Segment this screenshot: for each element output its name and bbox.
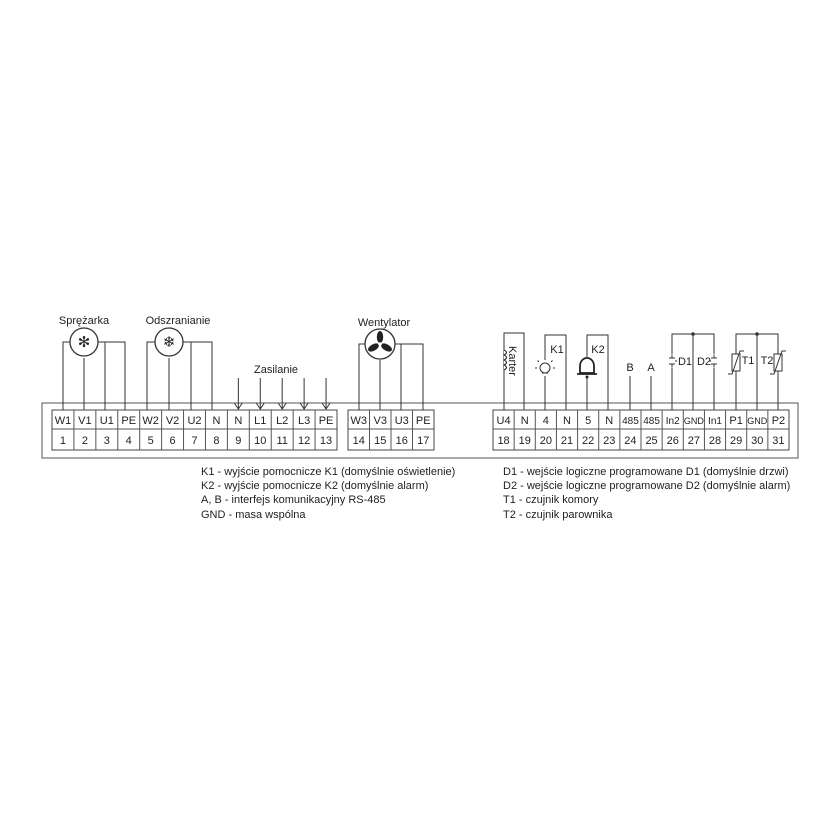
terminal-number: 14	[352, 435, 365, 447]
crankcase-label: Karter	[506, 346, 518, 376]
power-supply	[234, 364, 330, 409]
k2-circuit	[577, 335, 608, 410]
terminal-number: 26	[666, 435, 679, 447]
terminal-number: 21	[560, 435, 574, 447]
terminal-label: V3	[373, 415, 387, 427]
k2-label: K2	[591, 344, 605, 356]
terminal-label: N	[234, 415, 243, 427]
terminal-number: 30	[751, 435, 764, 447]
defrost-label: Odszranianie	[145, 315, 211, 327]
legend-left	[201, 465, 455, 522]
d1-contact-icon	[669, 355, 677, 367]
terminal-number: 15	[374, 435, 387, 447]
terminal-number: 22	[582, 435, 595, 447]
terminal-label: U4	[496, 415, 511, 427]
terminal-number: 8	[213, 435, 220, 447]
terminal-number: 17	[417, 435, 430, 447]
terminal-label: 4	[542, 415, 549, 427]
legend-d1: D1 - wejście logiczne programowane D1 (domyślnie drzwi)	[503, 466, 789, 478]
terminal-label: L3	[297, 415, 311, 427]
terminal-number: 20	[539, 435, 552, 447]
t1-label: T1	[741, 355, 755, 367]
terminal-number: 7	[191, 435, 198, 447]
defrost-circuit	[146, 315, 212, 410]
legend-d2: D2 - wejście logiczne programowane D2 (domyślnie alarm)	[503, 480, 791, 493]
terminal-block-1	[52, 410, 337, 450]
fan-label: Wentylator	[357, 317, 411, 329]
terminal-label: N	[520, 415, 529, 427]
terminal-number: 29	[730, 435, 743, 447]
terminal-label: L1	[254, 415, 267, 427]
supply-label: Zasilanie	[253, 364, 299, 376]
terminal-label: W3	[350, 415, 367, 427]
rs485-a-label: A	[647, 362, 655, 374]
legend-k2: K2 - wyjście pomocnicze K2 (domyślnie alarm)	[201, 480, 429, 493]
terminal-label: PE	[415, 415, 431, 427]
terminal-label: PE	[318, 415, 334, 427]
terminal-label: GND	[683, 416, 704, 426]
terminal-number: 10	[254, 435, 267, 447]
terminal-number: 12	[297, 435, 311, 447]
legend-t2: T2 - czujnik parownika	[503, 508, 613, 521]
terminal-label: V2	[165, 415, 180, 427]
terminal-number: 2	[81, 435, 88, 447]
terminal-label: N	[212, 415, 221, 427]
terminal-number: 6	[169, 435, 176, 447]
d1-label: D1	[677, 356, 693, 368]
terminal-label: P2	[771, 415, 786, 427]
terminal-number: 11	[276, 435, 288, 447]
temperature-sensors	[728, 332, 786, 410]
legend-right	[503, 465, 790, 522]
terminal-number: 19	[518, 435, 531, 447]
terminal-label: N	[605, 415, 614, 427]
terminal-number: 13	[319, 435, 333, 447]
defrost-snowflake-icon: ❄	[162, 334, 176, 351]
terminal-label: U1	[99, 415, 114, 427]
terminal-number: 9	[235, 435, 242, 447]
terminal-number: 3	[103, 435, 110, 447]
legend-t1: T1 - czujnik komory	[503, 494, 599, 507]
terminal-label: U2	[187, 415, 202, 427]
digital-inputs	[669, 332, 717, 410]
terminal-label: W1	[54, 415, 72, 427]
k1-circuit	[535, 335, 566, 410]
legend-rs485: A, B - interfejs komunikacyjny RS-485	[201, 494, 386, 507]
terminal-label: In2	[665, 416, 680, 427]
crankcase-circuit	[504, 333, 524, 410]
compressor-label: Sprężarka	[58, 315, 110, 327]
terminal-number: 18	[497, 435, 510, 447]
terminal-block-2	[348, 410, 434, 450]
terminal-label: V1	[78, 415, 92, 427]
terminal-label: 5	[585, 415, 592, 427]
terminal-block-3	[493, 410, 789, 450]
terminal-label: U3	[394, 415, 409, 427]
terminal-label: W2	[142, 415, 159, 427]
terminal-number: 23	[603, 435, 616, 447]
terminal-label: In1	[708, 416, 722, 427]
fan-circuit	[358, 317, 423, 410]
terminal-label: 485	[622, 416, 639, 427]
rs485-b-label: B	[626, 362, 634, 374]
terminal-number: 4	[125, 435, 132, 447]
terminal-number: 1	[59, 435, 67, 447]
terminal-label: P1	[729, 415, 743, 427]
k1-label: K1	[550, 344, 564, 356]
terminal-label: L2	[276, 415, 289, 427]
t2-label: T2	[760, 355, 774, 367]
terminal-label: N	[563, 415, 571, 427]
alarm-bell-icon	[577, 358, 597, 379]
snowflake-icon: ✻	[77, 334, 91, 351]
terminal-number: 27	[687, 435, 700, 447]
terminal-number: 31	[772, 435, 785, 447]
legend-k1: K1 - wyjście pomocnicze K1 (domyślnie oświetlenie)	[201, 466, 456, 478]
terminal-label: 485	[643, 416, 660, 427]
terminal-number: 16	[395, 435, 408, 447]
d2-label: D2	[696, 356, 712, 368]
terminal-number: 28	[708, 435, 722, 447]
terminal-number: 25	[645, 435, 658, 447]
legend-gnd: GND - masa wspólna	[201, 508, 306, 521]
terminal-number: 24	[624, 435, 637, 447]
terminal-label: GND	[747, 416, 768, 426]
terminal-label: PE	[121, 415, 137, 427]
terminal-number: 5	[147, 435, 154, 447]
compressor-circuit	[59, 315, 125, 410]
